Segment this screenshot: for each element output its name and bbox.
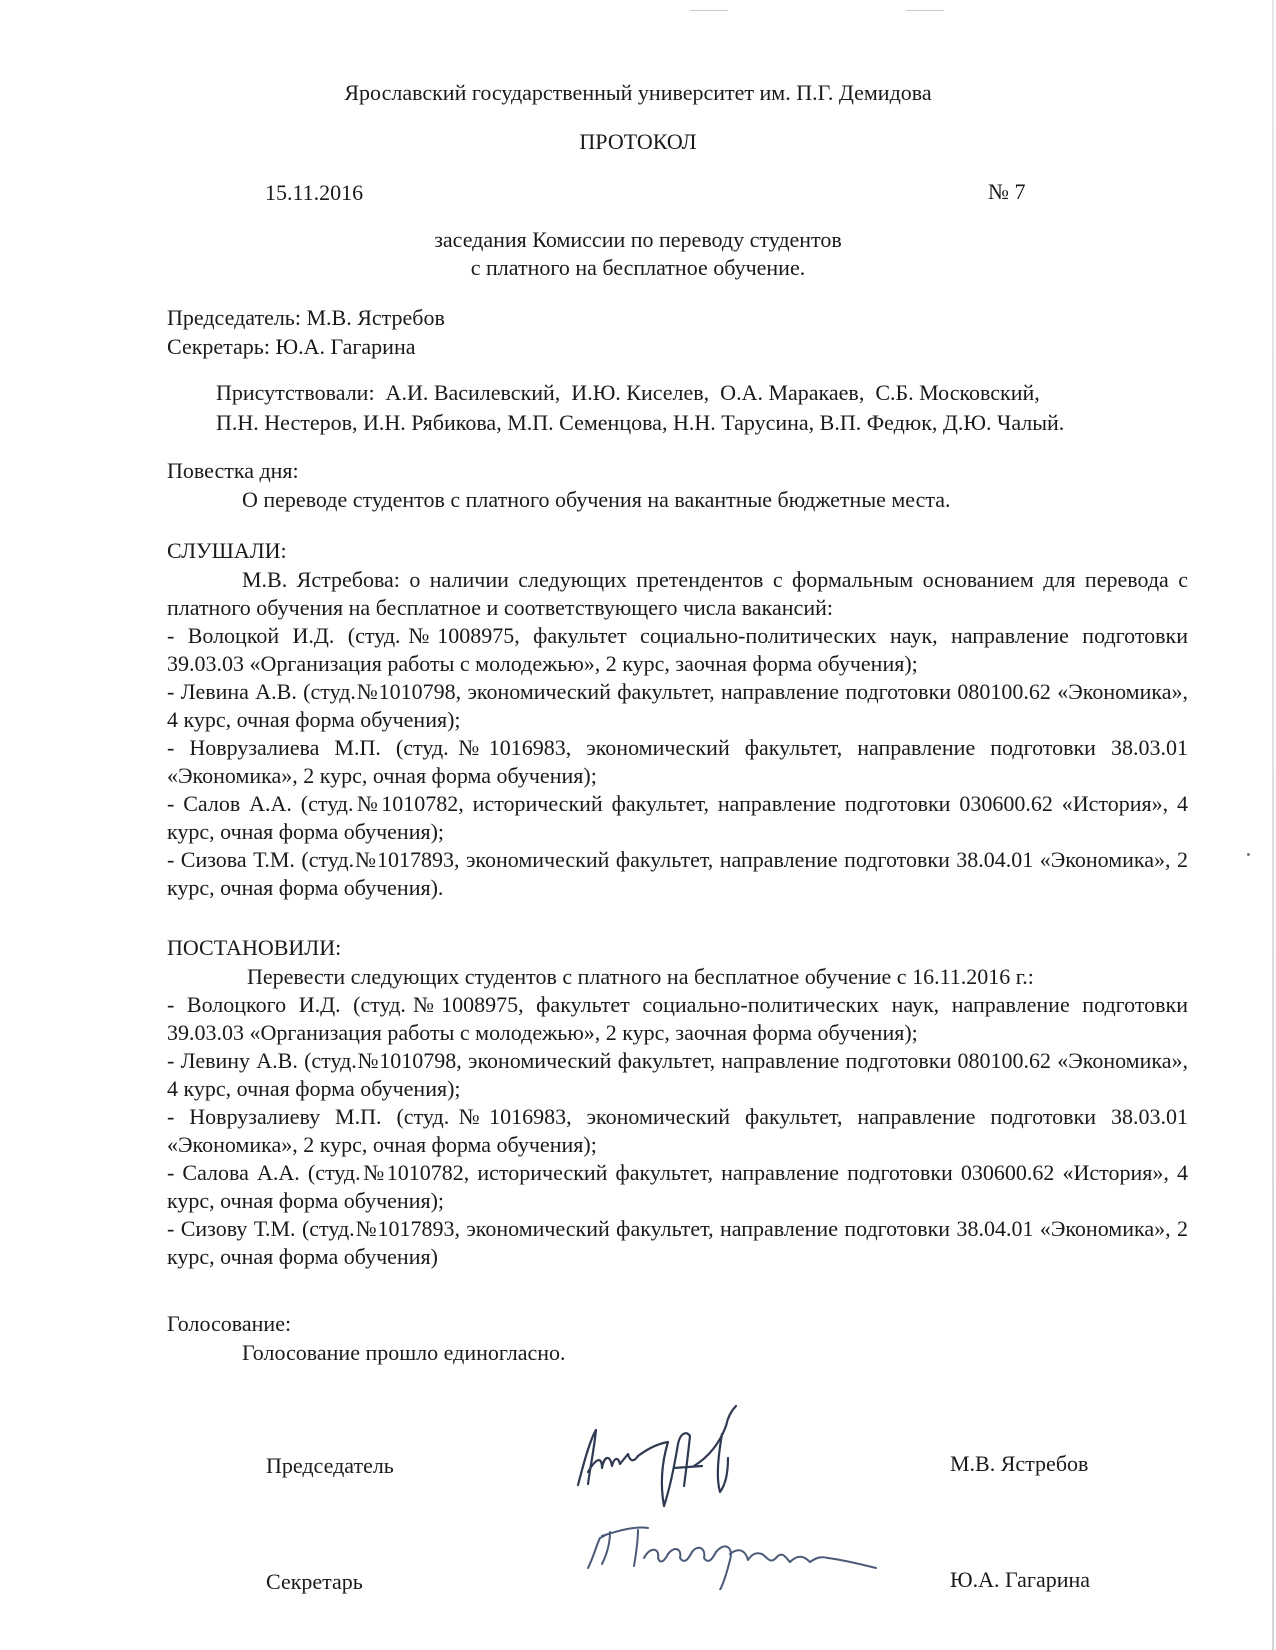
secretary-signature: [580, 1520, 890, 1590]
decided-item: - Салова А.А. (студ.№1010782, исторический факультет, направление подготовки 030600.62 «История», 4 курс, очная форма обучения);: [167, 1160, 1188, 1213]
university-name: Ярославский государственный университет им. П.Г. Демидова: [344, 80, 932, 105]
heard-heading: СЛУШАЛИ:: [167, 538, 287, 563]
decided-item: - Новрузалиеву М.П. (студ.№1016983, экономический факультет, направление подготовки 38.03.01 «Экономика», 2 курс, очная форма обучения);: [167, 1104, 1188, 1157]
secretary-name: Ю.А. Гагарина: [950, 1567, 1091, 1592]
chairman-signature: [570, 1402, 760, 1517]
voting-result: Голосование прошло единогласно.: [242, 1340, 566, 1365]
secretary-title: Секретарь: [266, 1569, 363, 1594]
decided-item: - Сизову Т.М. (студ.№1017893, экономический факультет, направление подготовки 38.04.01 «Экономика», 2 курс, очная форма обучения): [167, 1216, 1188, 1269]
scan-mark: [690, 10, 728, 11]
attendees-line-2: П.Н. Нестеров, И.Н. Рябикова, М.П. Семенцова, Н.Н. Тарусина, В.П. Федюк, Д.Ю. Чалый.: [216, 410, 1065, 435]
decided-intro: Перевести следующих студентов с платного на бесплатное обучение с 16.11.2016 г.:: [247, 964, 1034, 989]
secretary-line: Секретарь: Ю.А. Гагарина: [167, 334, 416, 359]
decided-section: [167, 963, 1188, 1271]
chairman-line: Председатель: М.В. Ястребов: [167, 305, 445, 330]
decided-heading: ПОСТАНОВИЛИ:: [167, 935, 342, 960]
chairman-name: М.В. Ястребов: [950, 1451, 1089, 1476]
heard-item: - Левина А.В. (студ.№1010798, экономический факультет, направление подготовки 080100.62 «Экономика», 4 курс, очная форма обучения);: [167, 679, 1188, 732]
heard-section: [167, 566, 1188, 902]
chairman-title: Председатель: [266, 1453, 394, 1478]
document-date: 15.11.2016: [265, 180, 364, 205]
subject-line-1: заседания Комиссии по переводу студентов: [434, 227, 842, 252]
decided-item: - Волоцкого И.Д. (студ.№1008975, факультет социально-политических наук, направление подготовки 39.03.03 «Организация работы с молодежью», 2 курс, заочная форма обучения);: [167, 992, 1188, 1045]
heard-item: - Новрузалиева М.П. (студ.№1016983, экономический факультет, направление подготовки 38.03.01 «Экономика», 2 курс, очная форма обучения);: [167, 735, 1188, 788]
decided-item: - Левину А.В. (студ.№1010798, экономический факультет, направление подготовки 080100.62 «Экономика», 4 курс, очная форма обучения);: [167, 1048, 1188, 1101]
document-number: № 7: [988, 179, 1026, 204]
agenda-text: О переводе студентов с платного обучения на вакантные бюджетные места.: [242, 487, 951, 512]
heard-item: - Сизова Т.М. (студ.№1017893, экономический факультет, направление подготовки 38.04.01 «Экономика», 2 курс, очная форма обучения).: [167, 847, 1188, 900]
voting-heading: Голосование:: [167, 1311, 292, 1336]
document-title: ПРОТОКОЛ: [579, 129, 697, 154]
attendees-line-1: Присутствовали: А.И. Василевский, И.Ю. Киселев, О.А. Маракаев, С.Б. Московский,: [216, 380, 1040, 405]
scan-speck: [1247, 853, 1250, 856]
agenda-heading: Повестка дня:: [167, 458, 299, 483]
heard-item: - Волоцкой И.Д. (студ.№1008975, факультет социально-политических наук, направление подготовки 39.03.03 «Организация работы с молодежью», 2 курс, заочная форма обучения);: [167, 623, 1188, 676]
subject-line-2: с платного на бесплатное обучение.: [470, 255, 806, 280]
heard-item: - Салов А.А. (студ.№1010782, исторический факультет, направление подготовки 030600.62 «История», 4 курс, очная форма обучения);: [167, 791, 1188, 844]
heard-intro: М.В. Ястребова: о наличии следующих претендентов с формальным основанием для перевода с платного обучения на бесплатное и соответствующего числа вакансий:: [167, 567, 1188, 620]
scan-mark: [906, 10, 944, 11]
